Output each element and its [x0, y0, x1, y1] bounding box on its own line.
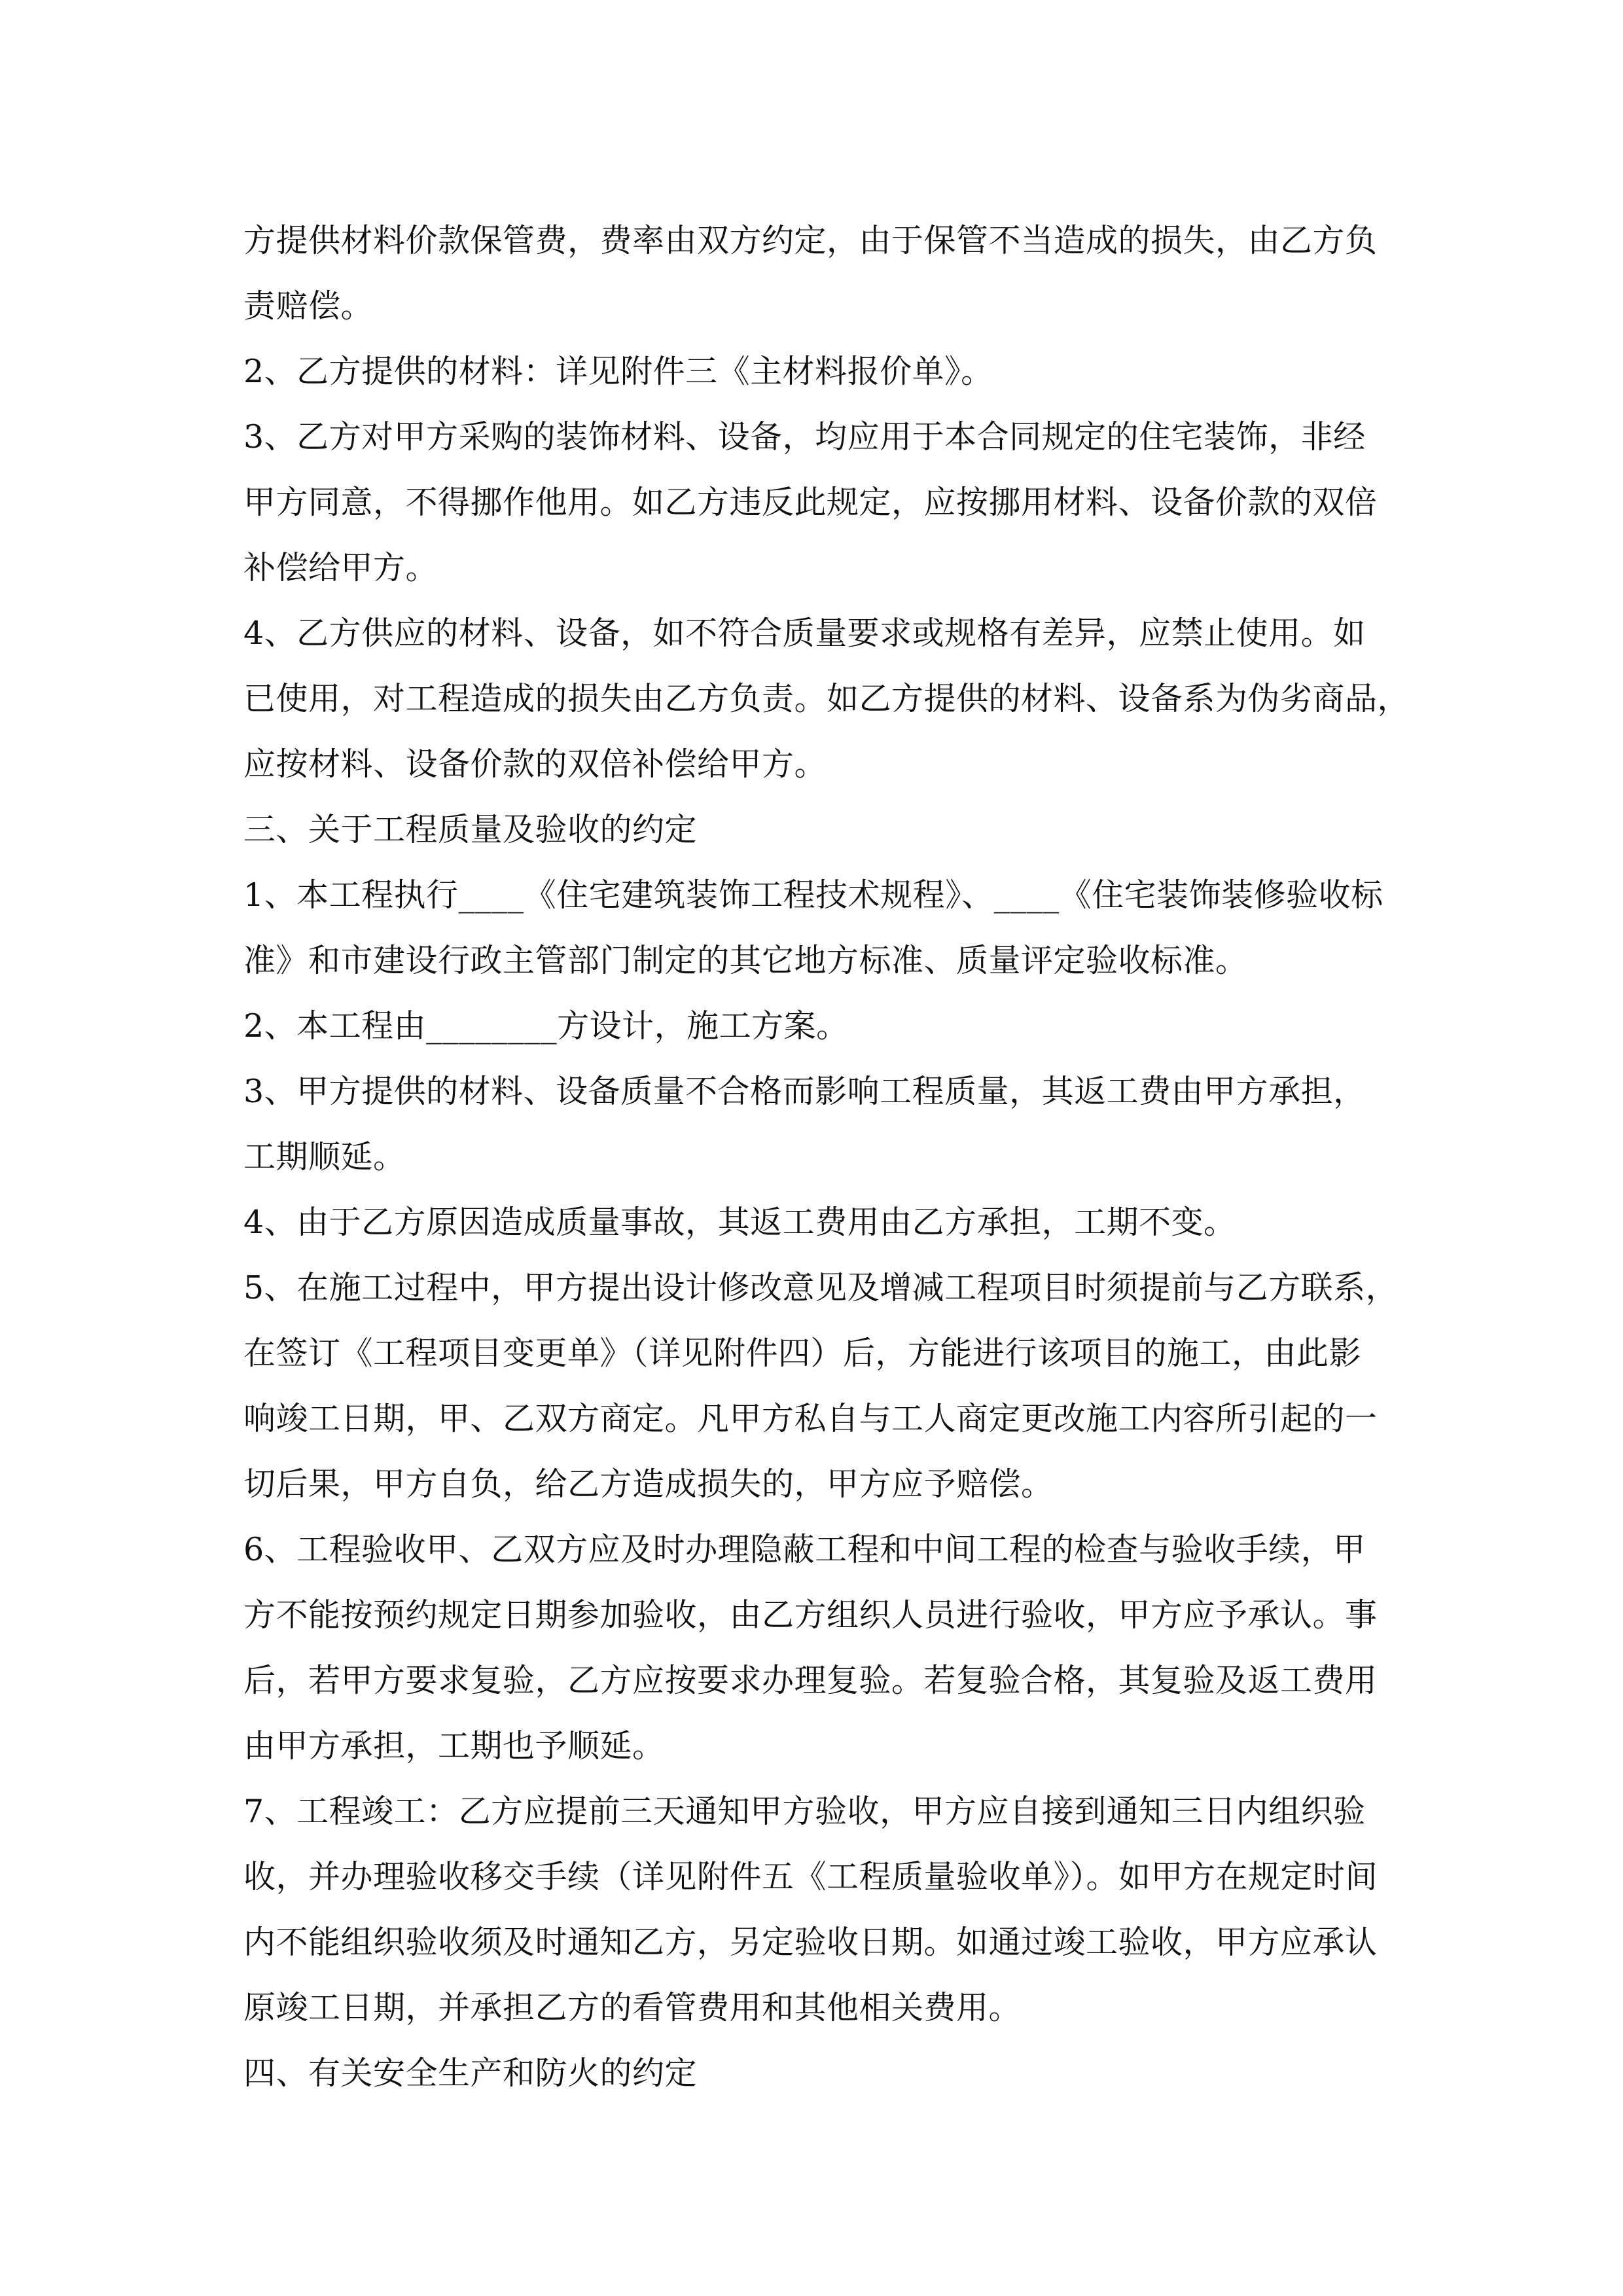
text-line: 响竣工日期，甲、乙双方商定。凡甲方私自与工人商定更改施工内容所引起的一 — [243, 1400, 1378, 1437]
text-line: 已使用，对工程造成的损失由乙方负责。如乙方提供的材料、设备系为伪劣商品， — [243, 680, 1410, 717]
text-line: 2、乙方提供的材料：详见附件三《主材料报价单》。 — [243, 353, 993, 390]
text-line: 4、乙方供应的材料、设备，如不符合质量要求或规格有差异，应禁止使用。如 — [243, 615, 1366, 652]
text-line: 原竣工日期，并承担乙方的看管费用和其他相关费用。 — [243, 1989, 1022, 2026]
text-line: 内不能组织验收须及时通知乙方，另定验收日期。如通过竣工验收，甲方应承认 — [243, 1924, 1378, 1961]
text-line: 工期顺延。 — [243, 1138, 406, 1175]
text-line: 后，若甲方要求复验，乙方应按要求办理复验。若复验合格，其复验及返工费用 — [243, 1662, 1378, 1699]
text-line: 补偿给甲方。 — [243, 549, 438, 586]
text-line: 责赔偿。 — [243, 287, 374, 325]
text-line: 3、乙方对甲方采购的装饰材料、设备，均应用于本合同规定的住宅装饰，非经 — [243, 418, 1366, 456]
text-line: 甲方同意，不得挪作他用。如乙方违反此规定，应按挪用材料、设备价款的双倍 — [243, 484, 1378, 521]
text-line: 切后果，甲方自负，给乙方造成损失的，甲方应予赔偿。 — [243, 1465, 1054, 1503]
text-line: 方不能按预约规定日期参加验收，由乙方组织人员进行验收，甲方应予承认。事 — [243, 1596, 1378, 1634]
text-line: 准》和市建设行政主管部门制定的其它地方标准、质量评定验收标准。 — [243, 942, 1248, 979]
text-line: 5、在施工过程中，甲方提出设计修改意见及增减工程项目时须提前与乙方联系， — [243, 1269, 1399, 1306]
text-line: 方提供材料价款保管费，费率由双方约定，由于保管不当造成的损失，由乙方负 — [243, 222, 1378, 259]
text-line: 在签订《工程项目变更单》（详见附件四）后，方能进行该项目的施工，由此影 — [243, 1335, 1362, 1372]
text-line: 2、本工程由________方设计，施工方案。 — [243, 1007, 849, 1045]
contract-text — [243, 208, 1410, 2106]
text-line: 3、甲方提供的材料、设备质量不合格而影响工程质量，其返工费由甲方承担， — [243, 1073, 1366, 1110]
text-line: 由甲方承担，工期也予顺延。 — [243, 1727, 665, 1765]
section-heading: 四、有关安全生产和防火的约定 — [243, 2054, 698, 2092]
text-line: 4、由于乙方原因造成质量事故，其返工费用由乙方承担，工期不变。 — [243, 1204, 1236, 1241]
text-line: 收，并办理验收移交手续（详见附件五《工程质量验收单》）。如甲方在规定时间 — [243, 1858, 1378, 1895]
text-line: 7、工程竣工：乙方应提前三天通知甲方验收，甲方应自接到通知三日内组织验 — [243, 1793, 1366, 1830]
text-line: 1、本工程执行____《住宅建筑装饰工程技术规程》、____《住宅装饰装修验收标 — [243, 876, 1383, 914]
text-line: 6、工程验收甲、乙双方应及时办理隐蔽工程和中间工程的检查与验收手续，甲 — [243, 1531, 1366, 1568]
text-line: 应按材料、设备价款的双倍补偿给甲方。 — [243, 745, 827, 783]
section-heading: 三、关于工程质量及验收的约定 — [243, 811, 698, 848]
